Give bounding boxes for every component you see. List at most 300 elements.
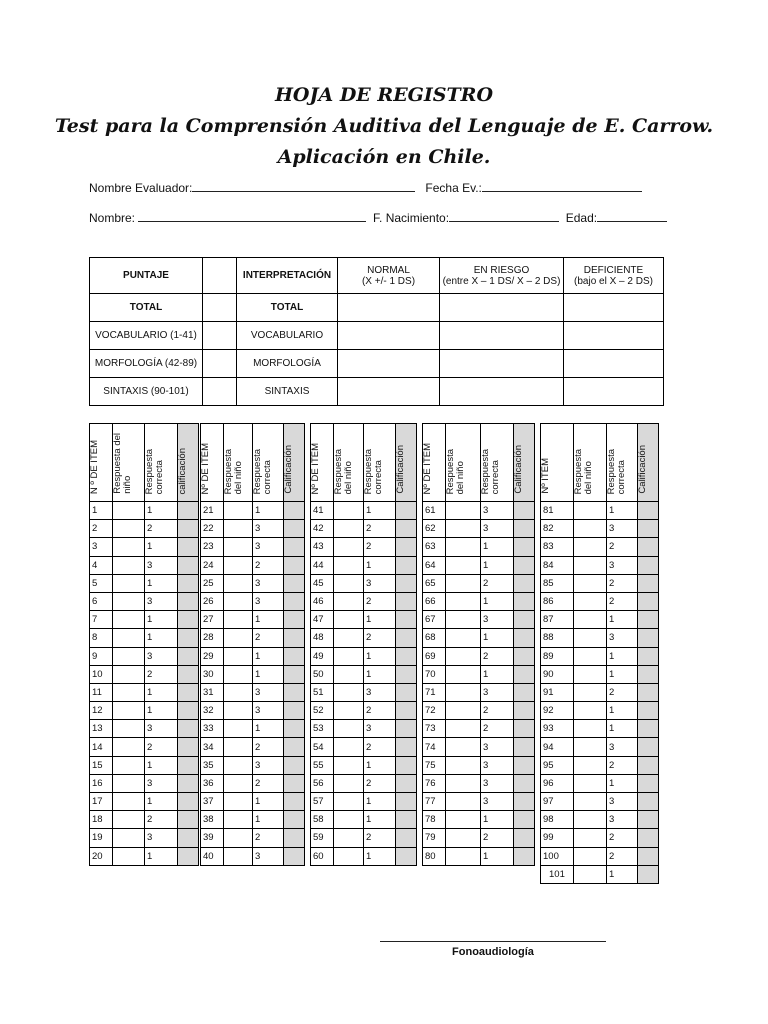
score-cell[interactable] [514,847,535,865]
child-response-cell[interactable] [224,793,253,811]
score-cell[interactable] [396,556,417,574]
item-number: 49 [311,647,334,665]
table-row [201,611,305,629]
score-cell[interactable] [638,665,659,683]
score-cell[interactable] [178,720,199,738]
cell[interactable] [440,294,564,322]
score-cell[interactable] [178,793,199,811]
score-cell[interactable] [178,847,199,865]
child-response-cell[interactable] [574,538,607,556]
child-response-cell[interactable] [446,665,481,683]
score-cell[interactable] [514,592,535,610]
child-response-cell[interactable] [224,556,253,574]
child-response-cell[interactable] [224,811,253,829]
score-cell[interactable] [284,538,305,556]
table-row [541,592,659,610]
table-row [90,756,199,774]
item-number: 75 [423,756,446,774]
score-cell[interactable] [396,611,417,629]
child-response-cell[interactable] [334,811,364,829]
correct-response: 2 [607,592,638,610]
child-response-cell[interactable] [446,520,481,538]
child-response-cell[interactable] [113,793,145,811]
score-cell[interactable] [638,774,659,792]
score-cell[interactable] [284,738,305,756]
evaluador-field[interactable] [192,179,415,192]
item-number: 41 [311,502,334,520]
item-number: 85 [541,574,574,592]
child-response-cell[interactable] [224,647,253,665]
score-cell[interactable] [178,611,199,629]
correct-response: 3 [481,756,514,774]
table-row [201,629,305,647]
child-response-cell[interactable] [224,683,253,701]
child-response-cell[interactable] [113,574,145,592]
child-response-cell[interactable] [574,720,607,738]
child-response-cell[interactable] [574,665,607,683]
child-response-cell[interactable] [446,538,481,556]
cell[interactable] [203,350,237,378]
score-cell[interactable] [178,683,199,701]
score-cell[interactable] [638,520,659,538]
item-number: 89 [541,647,574,665]
child-response-cell[interactable] [224,847,253,865]
score-cell[interactable] [638,865,659,883]
score-cell[interactable] [284,683,305,701]
fecha-ev-field[interactable] [482,179,642,192]
child-response-cell[interactable] [446,811,481,829]
item-number: 88 [541,629,574,647]
correct-response: 1 [607,665,638,683]
score-cell[interactable] [638,683,659,701]
score-cell[interactable] [396,502,417,520]
child-response-cell[interactable] [334,829,364,847]
child-response-cell[interactable] [113,538,145,556]
correct-response: 1 [607,647,638,665]
item-number: 55 [311,756,334,774]
item-number: 28 [201,629,224,647]
table-row [201,774,305,792]
score-cell[interactable] [178,811,199,829]
score-cell[interactable] [638,611,659,629]
child-response-cell[interactable] [574,847,607,865]
score-cell[interactable] [638,811,659,829]
table-row [201,574,305,592]
child-response-cell[interactable] [574,793,607,811]
score-cell[interactable] [638,829,659,847]
score-cell[interactable] [514,556,535,574]
correct-response: 1 [607,502,638,520]
table-row [423,720,535,738]
child-response-cell[interactable] [224,738,253,756]
item-number: 50 [311,665,334,683]
resp-nino-header: Respuesta del niño [112,433,133,494]
score-cell[interactable] [284,556,305,574]
score-cell[interactable] [514,629,535,647]
score-cell[interactable] [638,647,659,665]
table-row [90,811,199,829]
score-cell[interactable] [284,702,305,720]
item-number: 35 [201,756,224,774]
item-number: 99 [541,829,574,847]
item-number: 98 [541,811,574,829]
score-cell[interactable] [396,538,417,556]
child-response-cell[interactable] [334,556,364,574]
child-response-cell[interactable] [574,611,607,629]
child-response-cell[interactable] [113,774,145,792]
score-cell[interactable] [514,665,535,683]
score-cell[interactable] [178,647,199,665]
score-cell[interactable] [396,847,417,865]
score-cell[interactable] [396,793,417,811]
cell[interactable] [440,378,564,406]
score-cell[interactable] [178,829,199,847]
evaluator-line [89,179,642,195]
child-response-cell[interactable] [446,702,481,720]
correct-response: 1 [481,811,514,829]
score-cell[interactable] [514,502,535,520]
child-response-cell[interactable] [334,520,364,538]
item-header: Nº DE ÍTEM [200,442,211,494]
child-response-cell[interactable] [574,865,607,883]
child-response-cell[interactable] [446,829,481,847]
child-response-cell[interactable] [334,538,364,556]
child-response-cell[interactable] [224,665,253,683]
cell[interactable] [564,294,664,322]
item-number: 9 [90,647,113,665]
calificacion-header: Calificación [395,445,406,494]
child-response-cell[interactable] [334,611,364,629]
total-value-cell[interactable] [203,294,237,322]
child-response-cell[interactable] [574,774,607,792]
child-response-cell[interactable] [334,702,364,720]
child-response-cell[interactable] [224,520,253,538]
correct-response: 2 [481,574,514,592]
child-response-cell[interactable] [113,647,145,665]
table-row [423,647,535,665]
child-response-cell[interactable] [334,592,364,610]
score-cell[interactable] [284,647,305,665]
nacimiento-field[interactable] [449,209,559,222]
correct-response: 1 [481,592,514,610]
child-response-cell[interactable] [224,774,253,792]
score-cell[interactable] [638,847,659,865]
child-response-cell[interactable] [574,738,607,756]
child-response-cell[interactable] [574,502,607,520]
score-cell[interactable] [396,647,417,665]
score-cell[interactable] [178,629,199,647]
score-cell[interactable] [514,793,535,811]
score-cell[interactable] [514,520,535,538]
score-cell[interactable] [396,574,417,592]
child-response-cell[interactable] [574,756,607,774]
item-number: 6 [90,592,113,610]
child-response-cell[interactable] [446,611,481,629]
correct-response: 1 [481,538,514,556]
correct-response: 2 [364,520,396,538]
item-number: 46 [311,592,334,610]
child-response-cell[interactable] [574,647,607,665]
score-cell[interactable] [638,738,659,756]
child-response-cell[interactable] [446,774,481,792]
child-response-cell[interactable] [113,702,145,720]
score-cell[interactable] [514,720,535,738]
child-response-cell[interactable] [113,683,145,701]
score-cell[interactable] [638,592,659,610]
correct-response: 3 [481,683,514,701]
score-cell[interactable] [284,611,305,629]
cell[interactable] [203,378,237,406]
child-response-cell[interactable] [224,574,253,592]
child-response-cell[interactable] [113,847,145,865]
score-cell[interactable] [178,520,199,538]
puntaje-value-cell[interactable] [203,258,237,294]
cell[interactable] [564,378,664,406]
score-cell[interactable] [284,756,305,774]
score-cell[interactable] [396,592,417,610]
cell[interactable] [338,378,440,406]
child-response-cell[interactable] [446,556,481,574]
table-row [423,611,535,629]
child-response-cell[interactable] [113,756,145,774]
item-number: 20 [90,847,113,865]
score-cell[interactable] [514,611,535,629]
child-response-cell[interactable] [446,592,481,610]
table-row [90,611,199,629]
score-cell[interactable] [396,720,417,738]
edad-field[interactable] [597,209,667,222]
score-cell[interactable] [638,502,659,520]
score-cell[interactable] [178,502,199,520]
score-cell[interactable] [514,702,535,720]
correct-response: 1 [145,611,178,629]
child-response-cell[interactable] [446,574,481,592]
table-row [541,556,659,574]
score-cell[interactable] [178,556,199,574]
item-grid-2 [200,423,305,866]
calificacion-header: Calificación [513,445,524,494]
child-response-cell[interactable] [446,629,481,647]
cell[interactable] [564,350,664,378]
child-response-cell[interactable] [574,811,607,829]
item-number: 52 [311,702,334,720]
item-number: 84 [541,556,574,574]
child-response-cell[interactable] [574,629,607,647]
child-response-cell[interactable] [446,720,481,738]
correct-response: 2 [364,538,396,556]
table-row [90,592,199,610]
correct-response: 1 [607,720,638,738]
score-cell[interactable] [638,793,659,811]
table-row [541,847,659,865]
table-row [90,629,199,647]
child-response-cell[interactable] [334,574,364,592]
score-cell[interactable] [284,720,305,738]
child-response-cell[interactable] [574,829,607,847]
child-response-cell[interactable] [224,592,253,610]
child-response-cell[interactable] [113,738,145,756]
child-response-cell[interactable] [446,793,481,811]
item-number: 2 [90,520,113,538]
score-cell[interactable] [514,756,535,774]
child-response-cell[interactable] [113,611,145,629]
score-cell[interactable] [178,665,199,683]
score-cell[interactable] [638,574,659,592]
child-response-cell[interactable] [446,738,481,756]
child-response-cell[interactable] [113,629,145,647]
child-response-cell[interactable] [224,829,253,847]
score-cell[interactable] [396,683,417,701]
score-cell[interactable] [396,702,417,720]
score-cell[interactable] [396,756,417,774]
score-cell[interactable] [178,756,199,774]
child-response-cell[interactable] [334,793,364,811]
score-cell[interactable] [178,538,199,556]
resp-correcta-header: Respuesta correcta [144,448,165,494]
child-response-cell[interactable] [113,502,145,520]
correct-response: 1 [145,683,178,701]
score-cell[interactable] [514,829,535,847]
score-cell[interactable] [284,829,305,847]
item-number: 22 [201,520,224,538]
vocabulario-label: VOCABULARIO (1-41) [90,322,203,350]
score-cell[interactable] [638,756,659,774]
correct-response: 2 [253,774,284,792]
score-cell[interactable] [178,774,199,792]
score-cell[interactable] [396,829,417,847]
child-response-cell[interactable] [574,702,607,720]
score-cell[interactable] [284,847,305,865]
cell[interactable] [440,350,564,378]
child-response-cell[interactable] [446,647,481,665]
child-response-cell[interactable] [446,502,481,520]
item-number: 48 [311,629,334,647]
table-row [90,556,199,574]
score-cell[interactable] [638,720,659,738]
nombre-field[interactable] [138,209,366,222]
child-response-cell[interactable] [113,665,145,683]
item-number: 38 [201,811,224,829]
score-cell[interactable] [514,683,535,701]
score-cell[interactable] [396,665,417,683]
child-response-cell[interactable] [113,520,145,538]
score-cell[interactable] [178,574,199,592]
score-cell[interactable] [284,629,305,647]
child-response-cell[interactable] [224,629,253,647]
score-cell[interactable] [396,774,417,792]
score-cell[interactable] [514,811,535,829]
score-cell[interactable] [178,592,199,610]
score-cell[interactable] [514,574,535,592]
child-response-cell[interactable] [446,683,481,701]
child-response-cell[interactable] [224,502,253,520]
score-cell[interactable] [284,592,305,610]
score-cell[interactable] [178,702,199,720]
child-response-cell[interactable] [224,702,253,720]
correct-response: 3 [481,611,514,629]
score-cell[interactable] [396,629,417,647]
score-cell[interactable] [514,774,535,792]
score-cell[interactable] [396,520,417,538]
correct-response: 1 [145,574,178,592]
child-response-cell[interactable] [224,720,253,738]
score-cell[interactable] [284,793,305,811]
child-response-cell[interactable] [574,592,607,610]
child-response-cell[interactable] [334,847,364,865]
correct-response: 1 [145,629,178,647]
child-response-cell[interactable] [334,665,364,683]
child-response-cell[interactable] [224,756,253,774]
item-number: 31 [201,683,224,701]
table-row [90,538,199,556]
child-response-cell[interactable] [574,683,607,701]
score-cell[interactable] [284,665,305,683]
child-response-cell[interactable] [334,683,364,701]
score-cell[interactable] [396,738,417,756]
score-cell[interactable] [638,556,659,574]
score-cell[interactable] [178,738,199,756]
child-response-cell[interactable] [574,556,607,574]
child-response-cell[interactable] [113,720,145,738]
correct-response: 3 [145,556,178,574]
score-cell[interactable] [284,811,305,829]
score-cell[interactable] [396,811,417,829]
score-cell[interactable] [514,647,535,665]
child-response-cell[interactable] [334,502,364,520]
score-cell[interactable] [284,774,305,792]
score-cell[interactable] [638,629,659,647]
score-cell[interactable] [638,702,659,720]
total-interp-label: TOTAL [237,294,338,322]
child-response-cell[interactable] [574,574,607,592]
item-number: 61 [423,502,446,520]
cell[interactable] [338,350,440,378]
item-number: 80 [423,847,446,865]
item-number: 40 [201,847,224,865]
cell[interactable] [203,322,237,350]
cell[interactable] [564,322,664,350]
score-cell[interactable] [284,520,305,538]
cell[interactable] [338,294,440,322]
cell[interactable] [338,322,440,350]
child-response-cell[interactable] [446,756,481,774]
child-response-cell[interactable] [334,774,364,792]
child-response-cell[interactable] [446,847,481,865]
score-cell[interactable] [514,538,535,556]
child-response-cell[interactable] [334,720,364,738]
child-response-cell[interactable] [224,538,253,556]
child-response-cell[interactable] [113,592,145,610]
item-header: Nº ÍTEM [540,458,551,494]
score-cell[interactable] [514,738,535,756]
child-response-cell[interactable] [224,611,253,629]
child-response-cell[interactable] [113,556,145,574]
child-response-cell[interactable] [334,756,364,774]
child-response-cell[interactable] [113,829,145,847]
child-response-cell[interactable] [113,811,145,829]
child-response-cell[interactable] [334,738,364,756]
table-row [311,629,417,647]
child-response-cell[interactable] [334,629,364,647]
child-response-cell[interactable] [334,647,364,665]
score-cell[interactable] [284,502,305,520]
score-cell[interactable] [284,574,305,592]
score-cell[interactable] [638,538,659,556]
child-response-cell[interactable] [574,520,607,538]
table-row [201,793,305,811]
cell[interactable] [440,322,564,350]
resp-correcta-header: Respuesta correcta [606,448,627,494]
